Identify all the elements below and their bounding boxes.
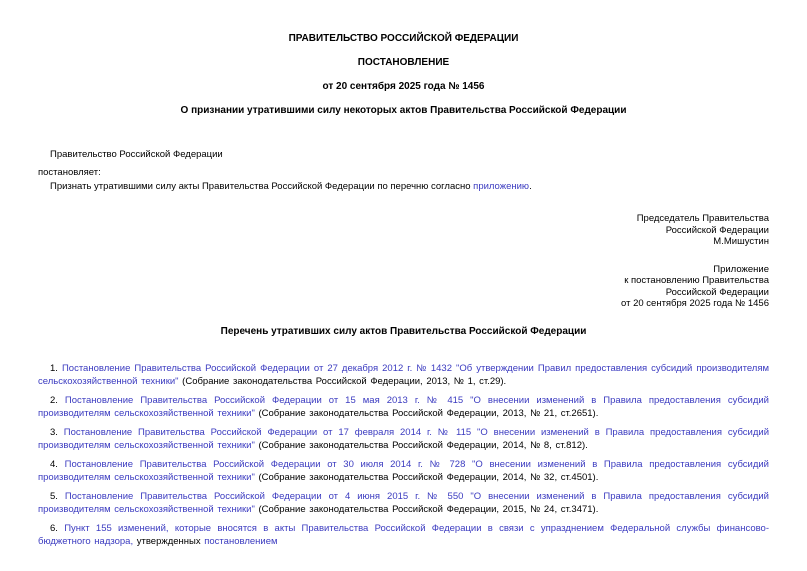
item-number: 1. bbox=[50, 362, 62, 374]
body-decree bbox=[38, 181, 769, 193]
list-item bbox=[38, 458, 769, 484]
doc-type: ПОСТАНОВЛЕНИЕ bbox=[357, 57, 450, 68]
annex-link[interactable]: приложению bbox=[473, 181, 530, 192]
repealed-acts-list bbox=[38, 362, 769, 548]
item-number: 2. bbox=[50, 394, 65, 406]
list-item bbox=[38, 394, 769, 420]
list-item bbox=[38, 362, 769, 388]
act-link[interactable]: Постановление Правительства Российской Федерации от 30 июля 2014 г. № 728 "О внесении изменений в Правила предоставления субсидий производителям сельскохозяйственной техники" bbox=[38, 458, 769, 483]
body-intro: Правительство Российской Федерации bbox=[50, 149, 223, 160]
item-number: 3. bbox=[50, 426, 64, 438]
item-number: 6. bbox=[50, 522, 65, 534]
item-text: (Собрание законодательства Российской Федерации, 2014, № 32, ст.4501). bbox=[254, 471, 599, 483]
item-text: (Собрание законодательства Российской Федерации, 2015, № 24, ст.3471). bbox=[254, 503, 599, 515]
act-link[interactable]: постановлением bbox=[204, 535, 278, 547]
annex-header-line4: от 20 сентября 2025 года № 1456 bbox=[621, 298, 769, 309]
act-link[interactable]: Постановление Правительства Российской Федерации от 27 декабря 2012 г. № 1432 "Об утверждении Правил предоставления субсидий производителям сельскохозяйственной техники" bbox=[38, 362, 770, 387]
signature-name: М.Мишустин bbox=[713, 236, 769, 247]
decree-period: . bbox=[529, 181, 532, 192]
decree-text: Признать утратившими силу акты Правительства Российской Федерации по перечню согласно bbox=[50, 181, 474, 192]
list-item bbox=[38, 426, 769, 452]
signature-post-line1: Председатель Правительства bbox=[636, 213, 769, 224]
act-link[interactable]: Постановление Правительства Российской Федерации от 15 мая 2013 г. № 415 "О внесении изменений в Правила предоставления субсидий производителям сельскохозяйственной техники" bbox=[38, 394, 769, 419]
item-text: (Собрание законодательства Российской Федерации, 2013, № 1, ст.29). bbox=[178, 375, 507, 387]
body-resolves: постановляет: bbox=[38, 167, 101, 178]
doc-authority: ПРАВИТЕЛЬСТВО РОССИЙСКОЙ ФЕДЕРАЦИИ bbox=[288, 33, 519, 44]
item-number: 4. bbox=[50, 458, 65, 470]
signature-block bbox=[38, 213, 769, 248]
item-number: 5. bbox=[50, 490, 65, 502]
signature-post-line2: Российской Федерации bbox=[665, 224, 769, 236]
item-text: утвержденных bbox=[133, 535, 205, 547]
act-link[interactable]: Пункт 155 изменений, которые вносятся в акты Правительства Российской Федерации в связи с упразднением Федеральной службы финансово-бюджетного надзора, bbox=[38, 522, 769, 547]
item-text: (Собрание законодательства Российской Федерации, 2013, № 21, ст.2651). bbox=[254, 407, 599, 419]
annex-title: Перечень утративших силу актов Правительства Российской Федерации bbox=[220, 325, 587, 337]
item-text: (Собрание законодательства Российской Федерации, 2014, № 8, ст.812). bbox=[254, 439, 588, 451]
annex-header bbox=[38, 264, 769, 310]
list-item bbox=[38, 490, 769, 516]
annex-header-line1: Приложение bbox=[713, 263, 769, 275]
list-item bbox=[38, 522, 769, 548]
annex-header-line3: Российской Федерации bbox=[665, 286, 769, 298]
annex-header-line2: к постановлению Правительства bbox=[624, 275, 769, 286]
act-link[interactable]: Постановление Правительства Российской Федерации от 17 февраля 2014 г. № 115 "О внесении изменений в Правила предоставления субсидий производителям сельскохозяйственной техники" bbox=[38, 426, 769, 451]
doc-title: О признании утратившими силу некоторых актов Правительства Российской Федерации bbox=[180, 105, 627, 116]
act-link[interactable]: Постановление Правительства Российской Федерации от 4 июня 2015 г. № 550 "О внесении изменений в Правила предоставления субсидий производителям сельскохозяйственной техники" bbox=[38, 490, 769, 515]
doc-date-number: от 20 сентября 2025 года № 1456 bbox=[322, 81, 485, 92]
